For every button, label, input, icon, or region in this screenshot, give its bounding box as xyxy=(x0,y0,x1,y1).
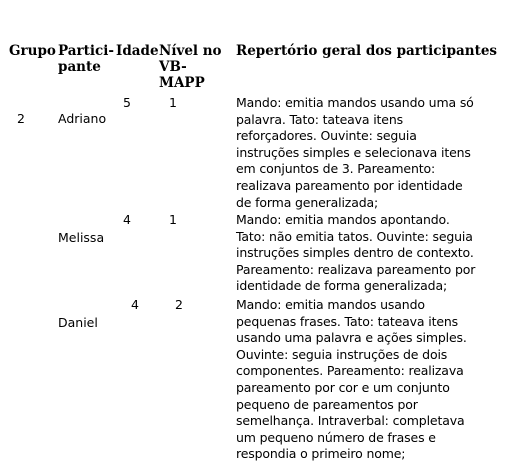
description-line: Mando: emitia mandos apontando. xyxy=(236,212,450,227)
row-nivel: 2 xyxy=(175,297,183,312)
description-line: semelhança. Intraverbal: completava xyxy=(236,413,465,429)
description-line: em conjuntos de 3. Pareamento: xyxy=(236,161,436,177)
description-line: realizava pareamento por identidade xyxy=(236,177,463,193)
header-nivel-line: Nível no xyxy=(159,43,222,59)
row-description xyxy=(236,212,504,295)
header-nivel xyxy=(159,43,222,91)
description-line: Pareamento: realizava pareamento por xyxy=(236,261,476,277)
description-line: instruções simples dentro de contexto. xyxy=(236,245,474,261)
row-nivel: 1 xyxy=(169,95,177,110)
header-nivel-line: MAPP xyxy=(159,75,205,91)
description-line: reforçadores. Ouvinte: seguia xyxy=(236,128,417,144)
row-idade: 4 xyxy=(131,297,139,312)
header-nivel-line: VB- xyxy=(159,59,187,75)
description-line: pequenas frases. Tato: tateava itens xyxy=(236,313,459,329)
row-description xyxy=(236,95,504,211)
header-grupo: Grupo xyxy=(9,43,56,59)
header-repertorio: Repertório geral dos participantes xyxy=(236,43,498,59)
header-participante-line: Partici- xyxy=(58,43,114,59)
description-line: Tato: não emitia tatos. Ouvinte: seguia xyxy=(236,228,473,244)
description-line: palavra. Tato: tateava itens xyxy=(236,111,403,127)
description-line: pequeno de pareamentos por xyxy=(236,396,418,412)
description-line: instruções simples e selecionava itens xyxy=(236,144,471,160)
description-line: um pequeno número de frases e xyxy=(236,429,436,445)
header-participante-line: pante xyxy=(58,59,101,75)
description-line: Mando: emitia mandos usando uma só xyxy=(236,95,474,110)
description-line: pareamento por cor e um conjunto xyxy=(236,379,450,395)
group-number: 2 xyxy=(17,111,25,126)
row-description xyxy=(236,297,504,463)
row-idade: 4 xyxy=(123,212,131,227)
description-line: componentes. Pareamento: realizava xyxy=(236,363,464,379)
description-line: usando uma palavra e ações simples. xyxy=(236,330,467,346)
row-name: Melissa xyxy=(58,230,105,245)
row-nivel: 1 xyxy=(169,212,177,227)
description-line: de forma generalizada; xyxy=(236,194,379,210)
row-name: Daniel xyxy=(58,315,98,330)
row-name: Adriano xyxy=(58,111,107,126)
description-line: respondia o primeiro nome; xyxy=(236,446,406,462)
header-idade: Idade xyxy=(116,43,159,59)
description-line: Mando: emitia mandos usando xyxy=(236,297,425,312)
description-line: identidade de forma generalizada; xyxy=(236,278,448,294)
description-line: Ouvinte: seguia instruções de dois xyxy=(236,346,448,362)
header-participante xyxy=(58,43,114,75)
row-idade: 5 xyxy=(123,95,131,110)
